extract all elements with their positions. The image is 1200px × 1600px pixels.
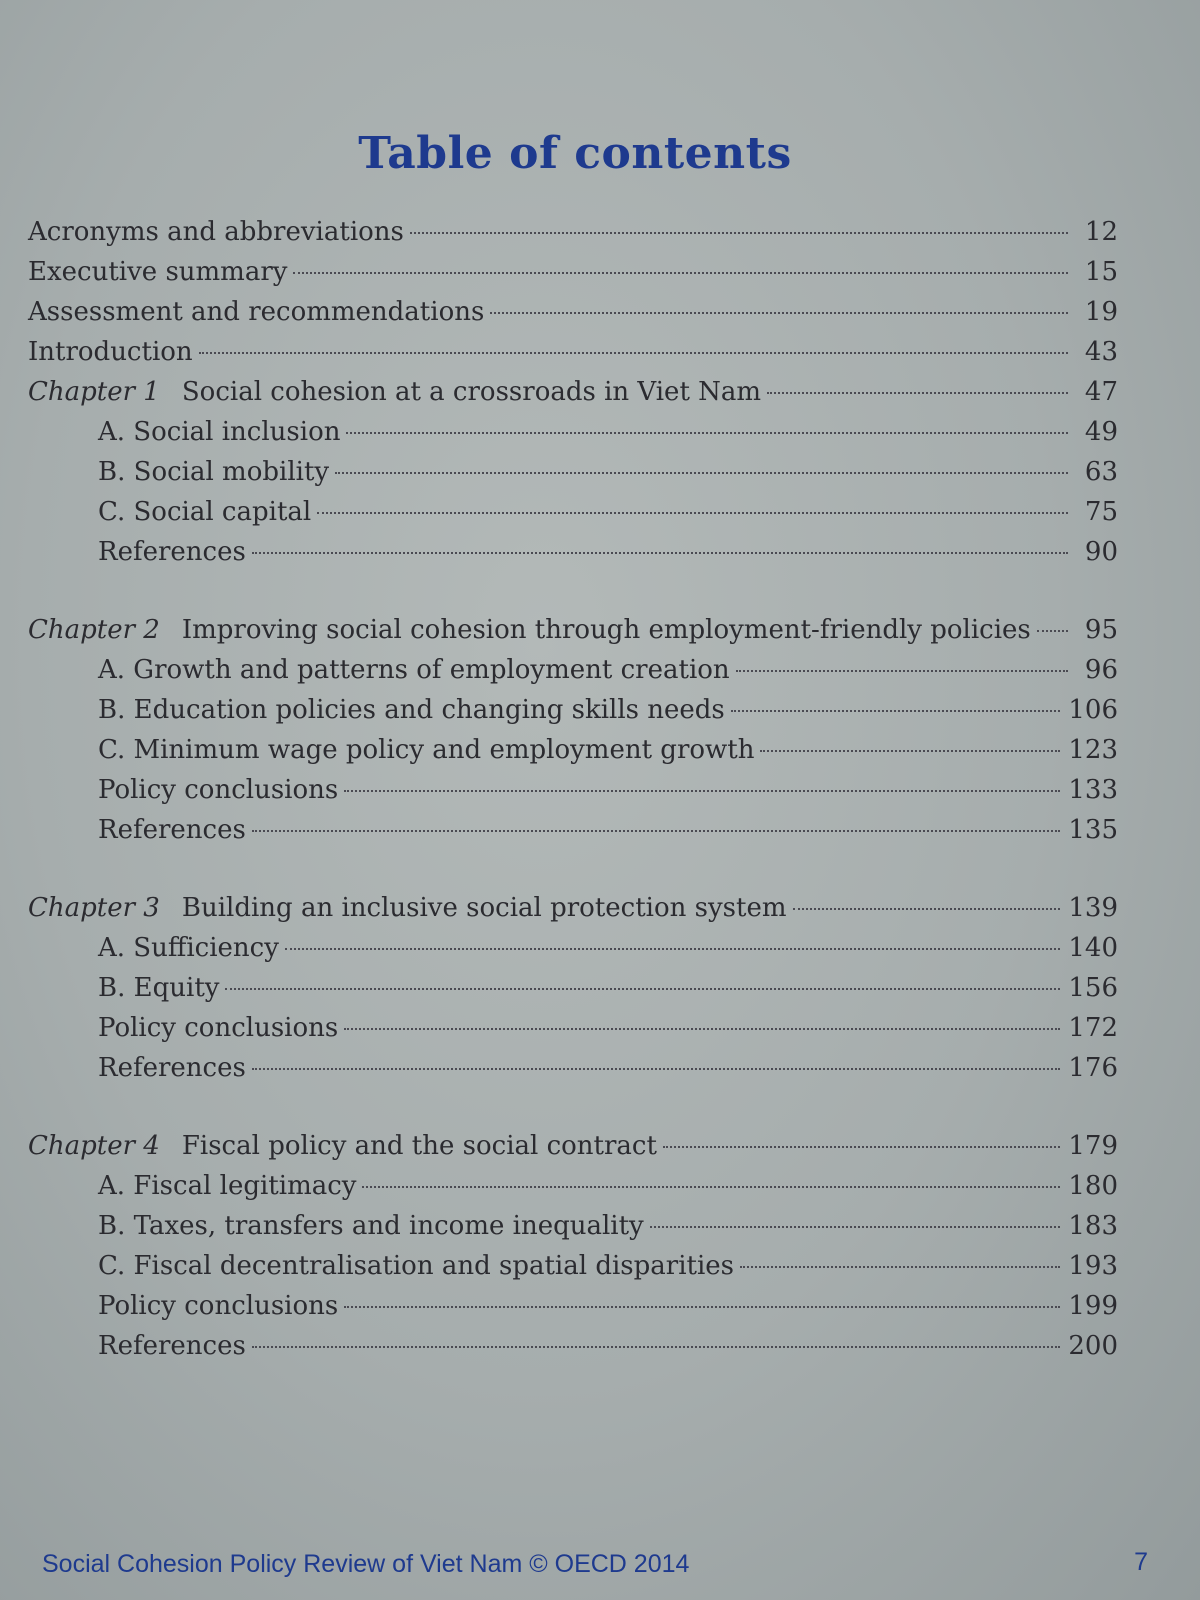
toc-entry-page-number: 90: [1084, 537, 1118, 567]
dot-leader: [663, 1146, 1060, 1148]
toc-entry[interactable]: [28, 212, 1118, 252]
toc-entry-page-number: 180: [1068, 1171, 1118, 1201]
dot-leader: [793, 908, 1061, 910]
toc-entry-page-number: 133: [1068, 775, 1118, 805]
toc-entry-page-number: 47: [1084, 377, 1118, 407]
toc-entry-page-number: 179: [1068, 1131, 1118, 1161]
toc-entry-page-number: 19: [1084, 297, 1118, 327]
toc-entry-page-number: 140: [1068, 933, 1118, 963]
dot-leader: [285, 948, 1060, 950]
dot-leader: [252, 1346, 1061, 1348]
toc-entry-label: B. Equity: [98, 973, 220, 1003]
toc-entry-page-number: 12: [1084, 217, 1118, 247]
toc-entry-label: Executive summary: [28, 257, 288, 287]
toc-entry[interactable]: [28, 1206, 1118, 1246]
toc-entry[interactable]: [28, 252, 1118, 292]
toc-entry-page-number: 63: [1084, 457, 1118, 487]
dot-leader: [650, 1226, 1061, 1228]
toc-entry-label: C. Minimum wage policy and employment growth: [98, 735, 755, 765]
dot-leader: [760, 750, 1060, 752]
toc-entry[interactable]: [28, 1246, 1118, 1286]
toc-entry[interactable]: [28, 412, 1118, 452]
dot-leader: [490, 312, 1068, 314]
toc-entry-label: References: [98, 537, 246, 567]
toc-entry[interactable]: [28, 1166, 1118, 1206]
toc-entry-label: Policy conclusions: [98, 1013, 339, 1043]
toc-entry-label: B. Social mobility: [98, 457, 330, 487]
toc-entry[interactable]: [28, 730, 1118, 770]
toc-entry-label: C. Social capital: [98, 497, 312, 527]
toc-entry-label: C. Fiscal decentralisation and spatial disparities: [98, 1251, 735, 1281]
footer-text: Social Cohesion Policy Review of Viet Nam © OECD 2014: [42, 1550, 690, 1578]
toc-entry-label: Policy conclusions: [98, 775, 339, 805]
toc-entry-label: Fiscal policy and the social contract: [181, 1131, 657, 1161]
toc-entry[interactable]: [28, 452, 1118, 492]
toc-entry-label: References: [98, 1331, 246, 1361]
toc-entry[interactable]: [28, 492, 1118, 532]
toc-entry[interactable]: [28, 1048, 1118, 1088]
dot-leader: [736, 670, 1068, 672]
page-number: 7: [1134, 1548, 1148, 1576]
toc-entry[interactable]: [28, 968, 1118, 1008]
chapter-number: Chapter 2: [28, 615, 160, 645]
toc-entry-label: A. Sufficiency: [98, 933, 279, 963]
dot-leader: [344, 790, 1060, 792]
toc-chapter-entry[interactable]: [28, 1126, 1118, 1166]
toc-entry-label: Building an inclusive social protection system: [181, 893, 787, 923]
toc-entry-label: Policy conclusions: [98, 1291, 339, 1321]
dot-leader: [410, 232, 1068, 234]
dot-leader: [346, 432, 1068, 434]
dot-leader: [317, 512, 1068, 514]
dot-leader: [225, 988, 1060, 990]
chapter-number: Chapter 1: [28, 377, 160, 407]
toc-entry-label: Social cohesion at a crossroads in Viet Nam: [181, 377, 762, 407]
dot-leader: [344, 1028, 1060, 1030]
toc-entry-page-number: 123: [1068, 735, 1118, 765]
toc-entry-page-number: 193: [1068, 1251, 1118, 1281]
dot-leader: [731, 710, 1061, 712]
toc-entry[interactable]: [28, 810, 1118, 850]
toc-entry-page-number: 176: [1068, 1053, 1118, 1083]
toc-chapter-entry[interactable]: [28, 888, 1118, 928]
toc-chapter-entry[interactable]: [28, 610, 1118, 650]
dot-leader: [362, 1186, 1060, 1188]
toc-entry[interactable]: [28, 1008, 1118, 1048]
dot-leader: [293, 272, 1068, 274]
toc-entry-page-number: 106: [1068, 695, 1118, 725]
toc-entry[interactable]: [28, 1326, 1118, 1366]
toc-entry[interactable]: [28, 690, 1118, 730]
toc-entry-page-number: 15: [1084, 257, 1118, 287]
toc-entry[interactable]: [28, 332, 1118, 372]
toc-entry-label: Acronyms and abbreviations: [28, 217, 404, 247]
toc-entry-page-number: 95: [1084, 615, 1118, 645]
dot-leader: [1037, 630, 1068, 632]
toc-entry-page-number: 156: [1068, 973, 1118, 1003]
dot-leader: [252, 552, 1068, 554]
toc-entry-page-number: 96: [1084, 655, 1118, 685]
page-title: Table of contents: [358, 128, 792, 179]
dot-leader: [252, 830, 1061, 832]
dot-leader: [344, 1306, 1060, 1308]
dot-leader: [740, 1266, 1060, 1268]
toc-entry-label: A. Social inclusion: [98, 417, 341, 447]
dot-leader: [335, 472, 1068, 474]
toc-entry-label: B. Taxes, transfers and income inequality: [98, 1211, 644, 1241]
toc-chapter-entry[interactable]: [28, 372, 1118, 412]
toc-entry-label: A. Fiscal legitimacy: [98, 1171, 357, 1201]
chapter-number: Chapter 3: [28, 893, 160, 923]
toc-entry-label: B. Education policies and changing skills needs: [98, 695, 725, 725]
toc-entry-page-number: 75: [1084, 497, 1118, 527]
toc-entry-page-number: 139: [1068, 893, 1118, 923]
toc-entry[interactable]: [28, 928, 1118, 968]
toc-entry[interactable]: [28, 1286, 1118, 1326]
toc-entry-label: References: [98, 815, 246, 845]
toc-entry-label: Improving social cohesion through employment-friendly policies: [181, 615, 1031, 645]
toc-entry-page-number: 49: [1084, 417, 1118, 447]
toc-entry[interactable]: [28, 770, 1118, 810]
table-of-contents: [28, 212, 1118, 1366]
toc-entry[interactable]: [28, 532, 1118, 572]
toc-entry-label: Introduction: [28, 337, 193, 367]
toc-entry-label: References: [98, 1053, 246, 1083]
toc-entry-page-number: 200: [1068, 1331, 1118, 1361]
toc-entry-page-number: 199: [1068, 1291, 1118, 1321]
dot-leader: [252, 1068, 1061, 1070]
toc-entry-page-number: 43: [1084, 337, 1118, 367]
dot-leader: [767, 392, 1068, 394]
toc-entry-label: A. Growth and patterns of employment creation: [98, 655, 730, 685]
chapter-number: Chapter 4: [28, 1131, 160, 1161]
toc-entry-page-number: 183: [1068, 1211, 1118, 1241]
toc-entry-label: Assessment and recommendations: [28, 297, 485, 327]
toc-entry-page-number: 135: [1068, 815, 1118, 845]
toc-entry-page-number: 172: [1068, 1013, 1118, 1043]
toc-entry[interactable]: [28, 650, 1118, 690]
dot-leader: [199, 352, 1068, 354]
toc-entry[interactable]: [28, 292, 1118, 332]
